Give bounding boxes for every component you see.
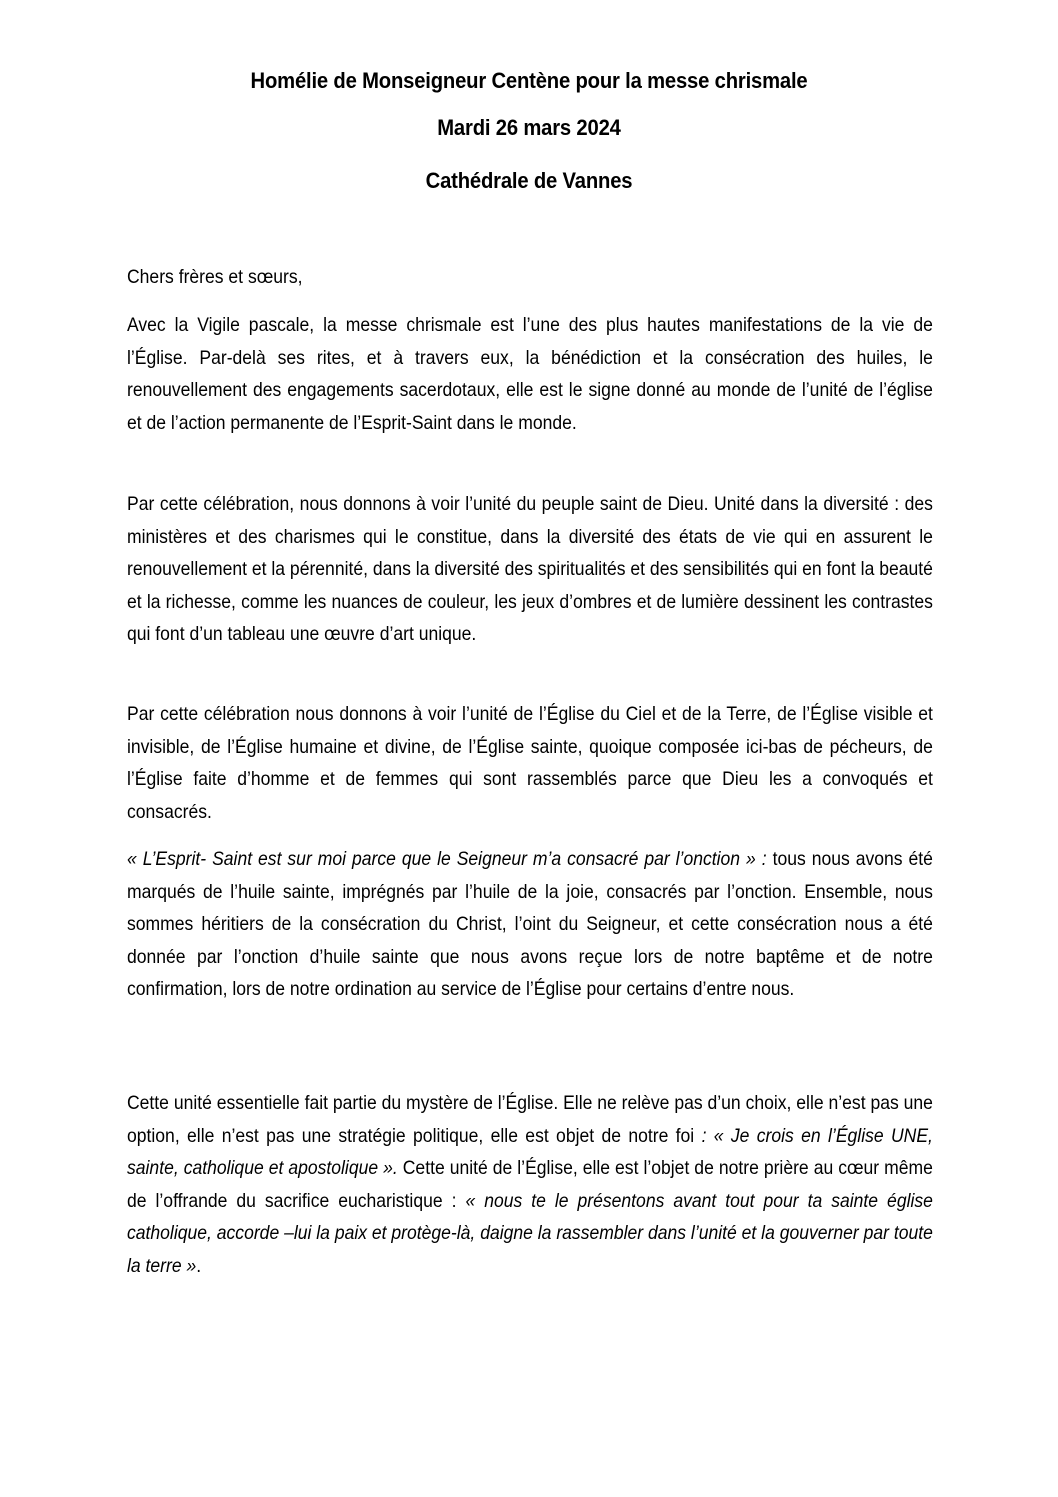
paragraph-4-text: tous nous avons été marqués de l’huile sainte, imprégnés par l’huile de la joie, consacrés par l’onction. Ensemble, nous sommes héritiers de la consécration du Christ, l’oint du Seigneur, et cette consécration nous a été donnée par l’onction d’huile sainte que nous avons reçue lors de notre baptême et de notre confirmation, lors de notre ordination au service de l’Église pour certains d’entre nous.	[127, 848, 933, 1000]
paragraph-1	[127, 309, 933, 439]
paragraph-4-content	[127, 843, 933, 1006]
paragraph-5-text-a: Cette unité essentielle fait partie du mystère de l’Église. Elle ne relève pas d’un choix, elle n’est pas une option, elle n’est pas une stratégie politique, elle est objet de notre foi	[127, 1092, 933, 1147]
homily-location: Cathédrale de Vannes	[425, 168, 633, 193]
paragraph-2-text: Par cette célébration, nous donnons à voir l’unité du peuple saint de Dieu. Unité dans la diversité : des ministères et des charismes qui le constitue, dans la diversité des états de vie qui en assurent le renouvellement et la pérennité, dans la diversité des spiritualités et des sensibilités qui en font la beauté et la richesse, comme les nuances de couleur, les jeux d’ombres et de lumière dessinent les contrastes qui font d’un tableau une œuvre d’art unique.	[127, 493, 933, 645]
greeting	[127, 261, 933, 294]
paragraph-3-text: Par cette célébration nous donnons à voir l’unité de l’Église du Ciel et de la Terre, de l’Église visible et invisible, de l’Église humaine et divine, de l’Église sainte, quoique composée ici-bas de pécheurs, de l’Église faite d’homme et de femmes qui sont rassemblés parce que Dieu les a convoqués et consacrés.	[127, 703, 933, 823]
greeting-text: Chers frères et sœurs,	[127, 266, 303, 288]
creed-quote: : « Je crois en l’Église UNE, sainte, catholique et apostolique ».	[127, 1124, 933, 1179]
paragraph-1-text: Avec la Vigile pascale, la messe chrismale est l’une des plus hautes manifestations de la vie de l’Église. Par-delà ses rites, et à travers eux, la bénédiction et la consécration des huiles, le renouvellement des engagements sacerdotaux, elle est le signe donné au monde de l’unité de l’église et de l’action permanente de l’Esprit-Saint dans le monde.	[127, 314, 933, 434]
paragraph-5-text-b: Cette unité de l’Église, elle est l’objet de notre prière au cœur même de l’offrande du sacrifice eucharistique :	[127, 1157, 933, 1212]
homily-title: Homélie de Monseigneur Centène pour la messe chrismale	[250, 68, 808, 93]
paragraph-4	[127, 843, 933, 1006]
paragraph-2	[127, 488, 933, 651]
homily-date: Mardi 26 mars 2024	[437, 115, 621, 140]
paragraph-3	[127, 698, 933, 828]
eucharistic-prayer-quote: « nous te le présentons avant tout pour ta sainte église catholique, accorde –lui la paix et protège-là, daigne la rassembler dans l’unité et la gouverner par toute la terre »	[127, 1189, 933, 1277]
paragraph-5	[127, 1087, 933, 1282]
paragraph-5-text-c: .	[196, 1254, 202, 1277]
scripture-quote: « L’Esprit- Saint est sur moi parce que le Seigneur m’a consacré par l’onction » :	[127, 848, 767, 870]
paragraph-5-content	[127, 1087, 933, 1282]
